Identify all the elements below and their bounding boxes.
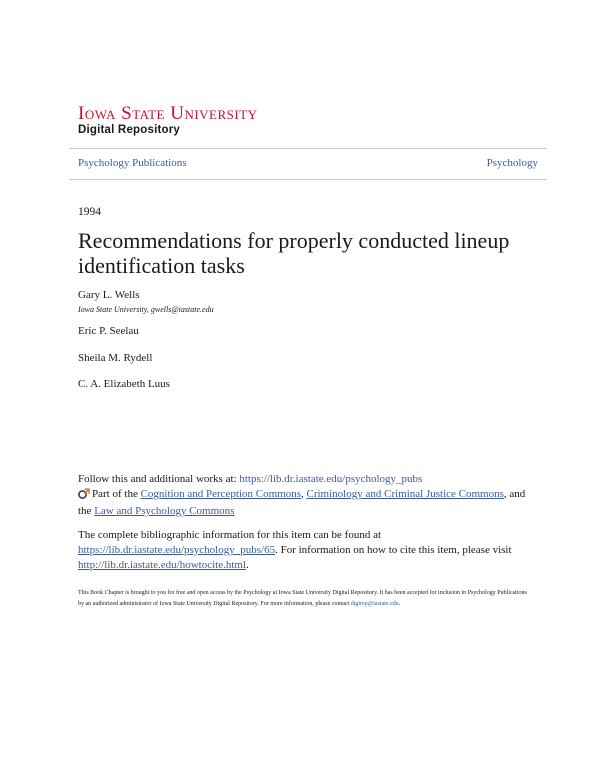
- citation-prefix: The complete bibliographic information for this item can be found at: [78, 529, 382, 541]
- author-name: Sheila M. Rydell: [78, 352, 153, 364]
- follow-line: [78, 472, 538, 487]
- part-of-block: [78, 487, 538, 519]
- publication-year: 1994: [78, 206, 101, 218]
- logo-wordmark: Iowa State University: [78, 103, 258, 124]
- logo-subtitle: Digital Repository: [78, 124, 181, 136]
- cognition-perception-commons-link[interactable]: Cognition and Perception Commons: [140, 488, 301, 500]
- author-affiliation: Iowa State University, gwells@iastate.edu: [78, 305, 214, 314]
- follow-prefix: Follow this and additional works at:: [78, 473, 240, 485]
- author-name: Eric P. Seelau: [78, 325, 139, 337]
- citation-link[interactable]: https://lib.dr.iastate.edu/psychology_pubs/65: [78, 544, 276, 556]
- citation-middle: . For information on how to cite this item, please visit: [275, 544, 512, 556]
- howtocite-link[interactable]: http://lib.dr.iastate.edu/howtocite.html: [78, 559, 247, 571]
- breadcrumb-psychology-publications[interactable]: Psychology Publications: [78, 157, 187, 169]
- citation-suffix: .: [246, 559, 249, 571]
- footer-text: This Book Chapter is brought to you for free and open access by the Psychology at Iowa State University Digital Repository. It has been accepted for inclusion in Psychology Publications by an authorized administrator of Iowa State University Digital Repository. For more information, please contact: [78, 590, 527, 607]
- commons-separator: , and the: [78, 488, 526, 517]
- footer-notice: [78, 588, 528, 610]
- breadcrumb-psychology[interactable]: Psychology: [486, 157, 538, 169]
- header-divider-top: [70, 148, 546, 149]
- author-name: C. A. Elizabeth Luus: [78, 378, 170, 390]
- university-logo: [78, 104, 258, 136]
- footer-suffix: .: [398, 601, 401, 607]
- header-divider-bottom: [70, 179, 546, 180]
- part-of-prefix: Part of the: [92, 488, 141, 500]
- open-access-icon: [78, 487, 90, 504]
- follow-link[interactable]: https://lib.dr.iastate.edu/psychology_pubs: [239, 473, 423, 485]
- document-title: Recommendations for properly conducted lineup identification tasks: [78, 228, 510, 278]
- law-psychology-commons-link[interactable]: Law and Psychology Commons: [94, 505, 235, 517]
- criminology-commons-link[interactable]: Criminology and Criminal Justice Commons: [306, 488, 504, 500]
- commons-separator: ,: [301, 488, 307, 500]
- contact-email-link[interactable]: digirep@iastate.edu: [350, 601, 399, 607]
- citation-block: [78, 528, 538, 573]
- author-name: Gary L. Wells: [78, 289, 140, 301]
